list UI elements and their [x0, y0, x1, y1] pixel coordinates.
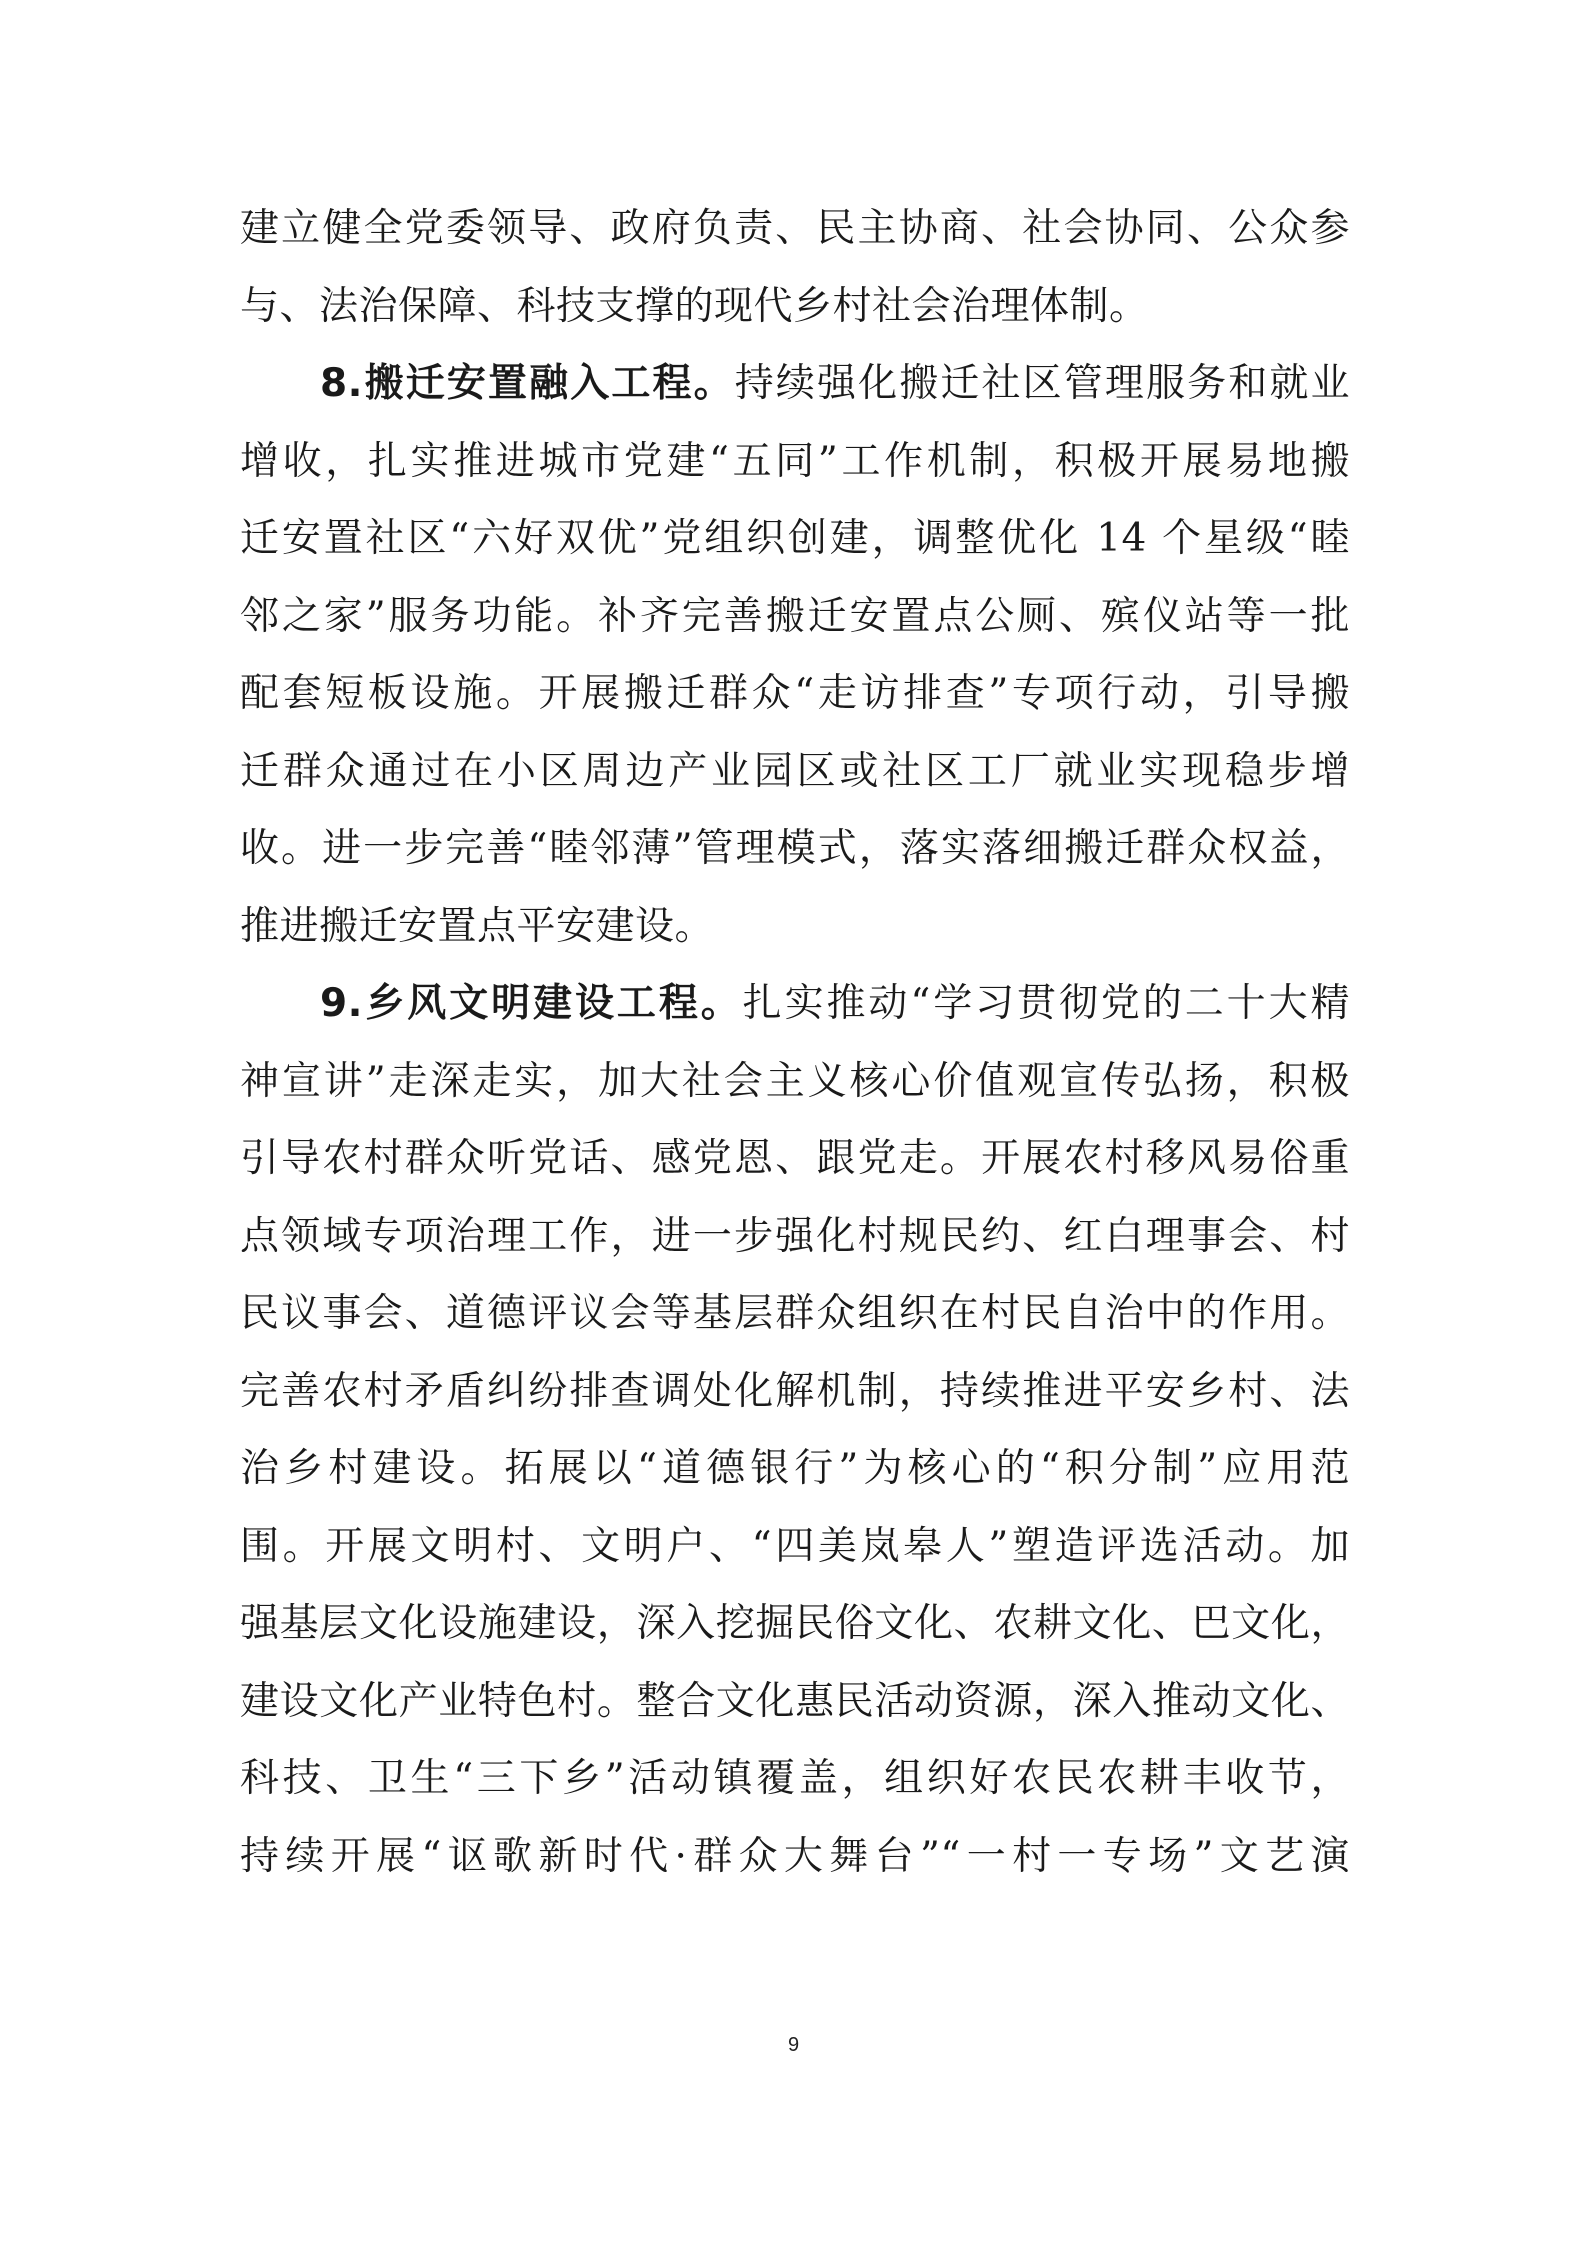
text-line: 建设文化产业特色村。整合文化惠民活动资源，深入推动文化、	[240, 1678, 1350, 1724]
text-line: 点领域专项治理工作，进一步强化村规民约、红白理事会、村	[240, 1213, 1350, 1259]
text-line: 迁群众通过在小区周边产业园区或社区工厂就业实现稳步增	[240, 748, 1350, 794]
section-9-heading-line: 9.乡风文明建设工程。扎实推动“学习贯彻党的二十大精	[320, 981, 1350, 1026]
text-line: 迁安置社区“六好双优”党组织创建，调整优化 14 个星级“睦	[240, 516, 1350, 561]
text-line: 科技、卫生“三下乡”活动镇覆盖，组织好农民农耕丰收节，	[240, 1756, 1350, 1801]
text-line: 配套短板设施。开展搬迁群众“走访排查”专项行动，引导搬	[240, 671, 1350, 716]
text-line: 围。开展文明村、文明户、“四美岚皋人”塑造评选活动。加	[240, 1523, 1350, 1569]
text-line: 建立健全党委领导、政府负责、民主协商、社会协同、公众参	[240, 206, 1350, 251]
text-line: 引导农村群众听党话、感党恩、跟党走。开展农村移风易俗重	[240, 1136, 1350, 1181]
text-line: 与、法治保障、科技支撑的现代乡村社会治理体制。	[240, 283, 1149, 329]
text-line: 推进搬迁安置点平安建设。	[240, 903, 715, 949]
section-8-heading-line: 8.搬迁安置融入工程。持续强化搬迁社区管理服务和就业	[320, 361, 1350, 406]
text-line: 收。进一步完善“睦邻薄”管理模式，落实落细搬迁群众权益，	[240, 826, 1350, 871]
text-line: 完善农村矛盾纠纷排查调处化解机制，持续推进平安乡村、法	[240, 1368, 1350, 1414]
text-line: 邻之家”服务功能。补齐完善搬迁安置点公厕、殡仪站等一批	[240, 593, 1350, 639]
body-text	[240, 190, 1350, 1895]
page-number: 9	[787, 2034, 800, 2056]
text-line: 民议事会、道德评议会等基层群众组织在村民自治中的作用。	[240, 1291, 1350, 1336]
section-8-heading: 8.搬迁安置融入工程。	[320, 361, 735, 406]
text-line: 增收，扎实推进城市党建“五同”工作机制，积极开展易地搬	[240, 438, 1350, 484]
text-line: 神宣讲”走深走实，加大社会主义核心价值观宣传弘扬，积极	[240, 1058, 1350, 1104]
section-9-heading: 9.乡风文明建设工程。	[320, 981, 743, 1026]
text-line: 持续开展“讴歌新时代·群众大舞台”“一村一专场”文艺演	[240, 1833, 1350, 1879]
text-line: 治乡村建设。拓展以“道德银行”为核心的“积分制”应用范	[240, 1446, 1350, 1491]
text-line: 强基层文化设施建设，深入挖掘民俗文化、农耕文化、巴文化，	[240, 1601, 1350, 1646]
